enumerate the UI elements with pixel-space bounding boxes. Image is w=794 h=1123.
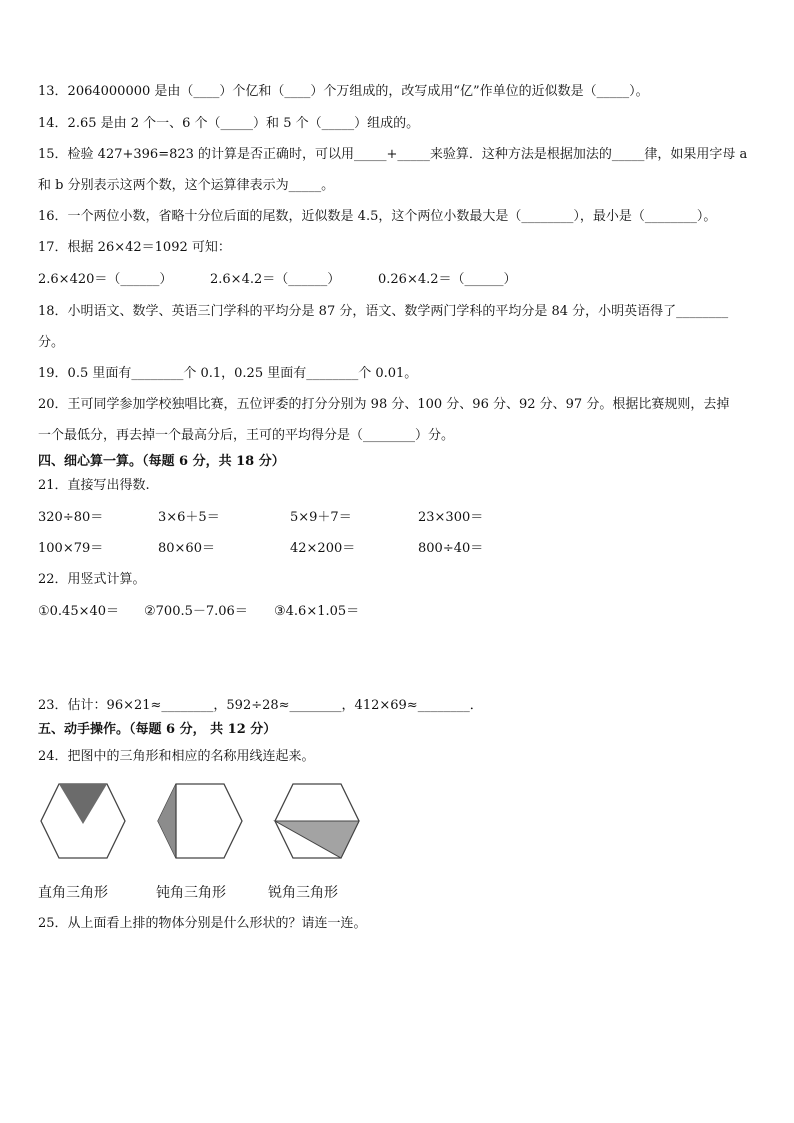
q22-item-1: ①0.45×40＝ [38,604,120,619]
question-24: 24．把图中的三角形和相应的名称用线连起来。 [38,749,315,764]
triangle-label-acute: 锐角三角形 [268,885,338,901]
q17-item-3: 0.26×4.2＝（______） [378,272,517,287]
q21-r1-c4: 23×300＝ [418,510,484,525]
question-13: 13．2064000000 是由（____）个亿和（____）个万组成的，改写成用“亿”作单位的近似数是（_____）。 [38,84,649,99]
q21-r2-c2: 80×60＝ [158,541,215,556]
question-20-line2: 一个最低分，再去掉一个最高分后，王可的平均得分是（________）分。 [38,428,455,443]
q21-r2-c3: 42×200＝ [290,541,356,556]
shaded-acute-triangle [275,821,359,858]
question-18-line1: 18．小明语文、数学、英语三门学科的平均分是 87 分，语文、数学两门学科的平均分是 84 分，小明英语得了________ [38,304,729,319]
question-17-items [38,270,738,290]
q22-item-3: ③4.6×1.05＝ [274,604,360,619]
question-20-line1: 20．王可同学参加学校独唱比赛，五位评委的打分分别为 98 分、100 分、96 分、92 分、97 分。根据比赛规则，去掉 [38,397,730,412]
triangle-label-obtuse: 钝角三角形 [156,885,226,901]
question-21-row-2 [38,539,738,559]
question-14: 14．2.65 是由 2 个一、6 个（_____）和 5 个（_____）组成的。 [38,116,420,131]
q17-item-1: 2.6×420＝（______） [38,272,173,287]
shaded-obtuse-triangle [158,784,176,858]
q21-r2-c4: 800÷40＝ [418,541,484,556]
question-18-line2: 分。 [38,335,65,350]
hexagon-figure-1 [38,782,128,860]
section-4-heading: 四、细心算一算。（每题 6 分，共 18 分） [38,454,285,469]
q22-item-2: ②700.5－7.06＝ [144,604,248,619]
question-22: 22．用竖式计算。 [38,572,146,587]
question-17: 17．根据 26×42＝1092 可知： [38,240,231,255]
question-23: 23．估计：96×21≈________，592÷28≈________，412×69≈________． [38,698,483,713]
hexagon-figure-2 [155,782,245,860]
q21-r1-c1: 320÷80＝ [38,510,104,525]
triangle-label-right: 直角三角形 [38,885,108,901]
question-16: 16．一个两位小数，省略十分位后面的尾数，近似数是 4.5，这个两位小数最大是（________），最小是（________）。 [38,209,717,224]
hexagon-figure-3 [272,782,362,860]
question-15-line1: 15．检验 427+396=823 的计算是否正确时，可以用_____+_____来验算．这种方法是根据加法的_____律，如果用字母 a [38,147,748,162]
q21-r1-c2: 3×6＋5＝ [158,510,220,525]
shaded-right-triangle [59,784,107,824]
question-22-items [38,602,738,622]
question-15-line2: 和 b 分别表示这两个数，这个运算律表示为_____。 [38,178,335,193]
q17-item-2: 2.6×4.2＝（______） [210,272,341,287]
question-19: 19．0.5 里面有________个 0.1，0.25 里面有________个 0.01。 [38,366,418,381]
q21-r2-c1: 100×79＝ [38,541,104,556]
section-5-heading: 五、动手操作。（每题 6 分， 共 12 分） [38,722,277,737]
question-21-row-1 [38,508,738,528]
q21-r1-c3: 5×9＋7＝ [290,510,352,525]
question-21: 21．直接写出得数. [38,478,150,493]
question-25: 25．从上面看上排的物体分别是什么形状的？请连一连。 [38,916,367,931]
